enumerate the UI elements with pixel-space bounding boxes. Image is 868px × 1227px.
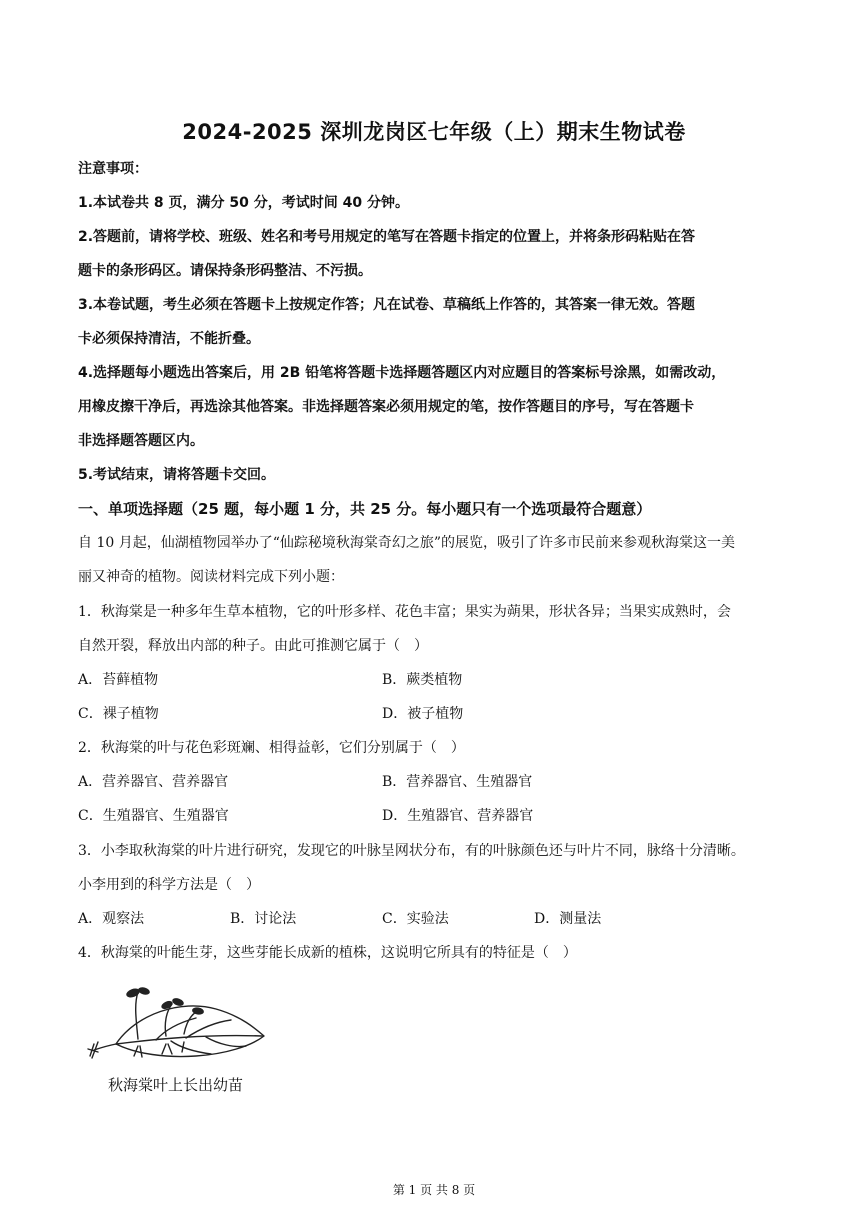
question-3-option-a: A．观察法 bbox=[78, 911, 145, 927]
question-1-option-a: A．苔藓植物 bbox=[78, 672, 159, 688]
notice-line: 4.选择题每小题选出答案后，用 2B 铅笔将答题卡选择题答题区内对应题目的答案标号涂黑，如需改动， bbox=[78, 365, 726, 381]
notice-line: 卡必须保持清洁，不能折叠。 bbox=[78, 331, 260, 347]
seedling-stem bbox=[136, 992, 138, 1039]
question-1-option-d: D．被子植物 bbox=[382, 706, 464, 722]
notice-line: 2.答题前，请将学校、班级、姓名和考号用规定的笔写在答题卡指定的位置上，并将条形码粘贴在答 bbox=[78, 229, 696, 245]
question-3-stem: 小李用到的科学方法是（ ） bbox=[78, 877, 260, 893]
question-2-stem: 2．秋海棠的叶与花色彩斑斓、相得益彰，它们分别属于（ ） bbox=[78, 740, 465, 756]
begonia-leaf-seedling-illustration bbox=[86, 984, 271, 1064]
question-1-stem: 自然开裂，释放出内部的种子。由此可推测它属于（ ） bbox=[78, 638, 428, 654]
question-1-option-c: C．裸子植物 bbox=[78, 706, 159, 722]
question-2-option-b: B．营养器官、生殖器官 bbox=[382, 774, 533, 790]
question-2-option-d: D．生殖器官、营养器官 bbox=[382, 808, 534, 824]
question-1-option-b: B．蕨类植物 bbox=[382, 672, 463, 688]
seedling-leaf bbox=[137, 986, 150, 996]
figure-caption: 秋海棠叶上长出幼苗 bbox=[108, 1076, 244, 1094]
notice-line: 非选择题答题区内。 bbox=[78, 433, 204, 449]
question-4-stem: 4．秋海棠的叶能生芽，这些芽能长成新的植株，这说明它所具有的特征是（ ） bbox=[78, 945, 577, 961]
notice-heading: 注意事项： bbox=[78, 161, 148, 177]
leaf-vein bbox=[171, 1041, 211, 1054]
question-2-option-a: A．营养器官、营养器官 bbox=[78, 774, 229, 790]
notice-line: 3.本卷试题，考生必须在答题卡上按规定作答；凡在试卷、草稿纸上作答的，其答案一律无效。答题 bbox=[78, 297, 696, 313]
notice-line: 题卡的条形码区。请保持条形码整洁、不污损。 bbox=[78, 263, 372, 279]
page-number-footer: 第 1 页 共 8 页 bbox=[392, 1183, 476, 1197]
exam-title: 2024-2025 深圳龙岗区七年级（上）期末生物试卷 bbox=[182, 120, 686, 144]
notice-line: 5.考试结束，请将答题卡交回。 bbox=[78, 467, 276, 483]
question-3-option-b: B．讨论法 bbox=[230, 911, 297, 927]
question-2-option-c: C．生殖器官、生殖器官 bbox=[78, 808, 229, 824]
leaf-outline bbox=[116, 1006, 264, 1057]
seedling-stem bbox=[184, 1012, 196, 1034]
question-3-option-d: D．测量法 bbox=[534, 911, 602, 927]
notice-line: 用橡皮擦干净后，再选涂其他答案。非选择题答案必须用规定的笔，按作答题目的序号，写在答题卡 bbox=[78, 399, 694, 415]
cut-end bbox=[88, 1042, 98, 1058]
seedling-leaf bbox=[125, 987, 141, 999]
question-1-stem: 1．秋海棠是一种多年生草本植物，它的叶形多样、花色丰富；果实为蒴果，形状各异；当果实成熟时，会 bbox=[78, 604, 731, 620]
notice-line: 1.本试卷共 8 页，满分 50 分，考试时间 40 分钟。 bbox=[78, 195, 410, 211]
question-3-stem: 3．小李取秋海棠的叶片进行研究，发现它的叶脉呈网状分布，有的叶脉颜色还与叶片不同，脉络十分清晰。 bbox=[78, 843, 745, 859]
leaf-vein bbox=[206, 1037, 246, 1047]
section-heading: 一、单项选择题（25 题，每小题 1 分，共 25 分。每小题只有一个选项最符合题意） bbox=[78, 500, 652, 518]
reading-intro: 丽又神奇的植物。阅读材料完成下列小题： bbox=[78, 569, 344, 585]
reading-intro: 自 10 月起，仙湖植物园举办了“仙踪秘境秋海棠奇幻之旅”的展览，吸引了许多市民前来参观秋海棠这一美 bbox=[78, 535, 736, 551]
question-3-option-c: C．实验法 bbox=[382, 911, 449, 927]
